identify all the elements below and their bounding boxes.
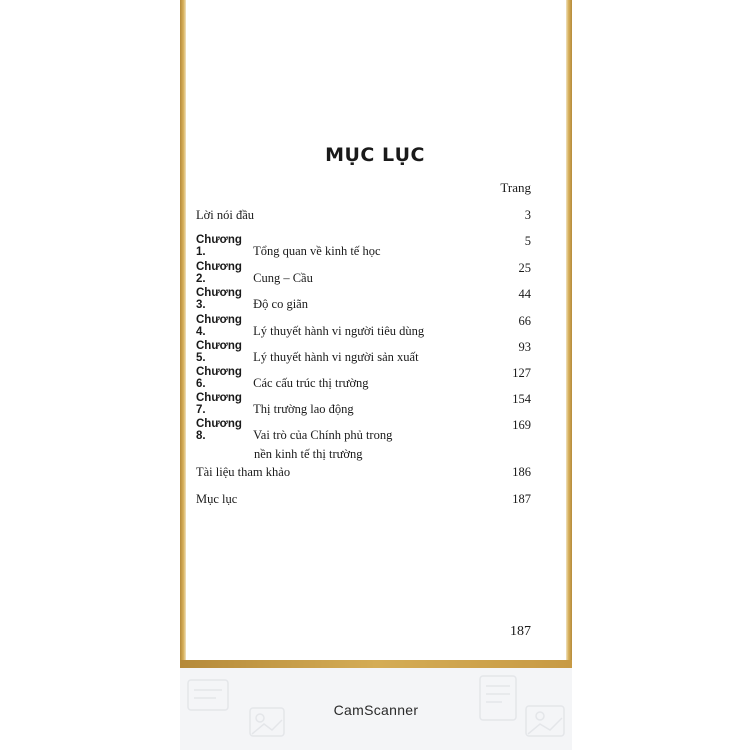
toc-entry [196,465,531,483]
toc-entry-page: 44 [518,287,531,301]
toc-chapter-number: Chương 1. [196,234,242,258]
toc-chapter-number: Chương 7. [196,392,242,416]
toc-entry-label: Vai trò của Chính phủ trong [253,428,393,442]
page-column-header: Trang [500,180,531,195]
toc-chapter-number: Chương 8. [196,418,242,442]
toc-entry [196,208,531,226]
toc-entry-label: Lời nói đầu [196,208,254,222]
toc-entry-page: 3 [524,208,531,222]
toc-chapter-number: Chương 6. [196,366,242,390]
toc-entry-label: Tổng quan về kinh tế học [253,244,381,258]
toc-entry [196,392,531,416]
toc-entry-page: 66 [518,314,531,328]
toc-entry-page: 25 [518,261,531,275]
toc-entry [196,340,531,364]
book-edge-bottom [180,660,572,668]
toc-entry [196,366,531,390]
scanner-footer [180,668,572,750]
toc-entry-label: Lý thuyết hành vi người tiêu dùng [253,324,425,338]
toc-entry [196,314,531,338]
toc-chapter-number: Chương 3. [196,287,242,311]
toc-entry-page: 5 [524,234,531,248]
toc-entry-page: 169 [512,418,531,432]
toc-entry-page: 127 [512,366,531,380]
toc-entry-label: Các cấu trúc thị trường [253,376,369,390]
toc-entry-label: Lý thuyết hành vi người sản xuất [253,350,419,364]
toc-entry-label-continued: nền kinh tế thị trường [254,447,363,461]
toc-chapter-number: Chương 4. [196,314,242,338]
toc-entry [196,261,531,285]
toc-entry-page: 187 [512,492,531,506]
toc-entry-page: 154 [512,392,531,406]
toc-entry-page: 186 [512,465,531,479]
page-title: MỤC LỤC [325,144,425,166]
toc-entry [196,492,531,510]
toc-entry [196,234,531,258]
toc-entry [196,418,531,461]
book-edge-right [566,0,572,668]
camscanner-brand: CamScanner [333,702,419,718]
toc-chapter-number: Chương 5. [196,340,242,364]
page-number: 187 [510,624,531,639]
toc-entry-label: Cung – Cầu [253,271,313,285]
toc-entry-page: 93 [518,340,531,354]
toc-entry-label: Tài liệu tham khảo [196,465,291,479]
toc-entry-label: Mục lục [196,492,238,506]
toc-entry-label: Thị trường lao động [253,402,354,416]
toc-chapter-number: Chương 2. [196,261,242,285]
toc-entry-label: Độ co giãn [253,297,308,311]
toc-entry [196,287,531,311]
